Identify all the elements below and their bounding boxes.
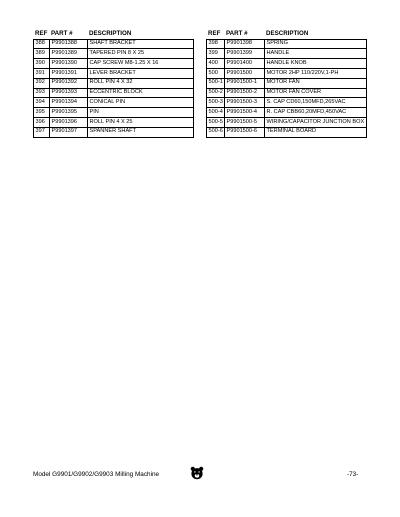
ref-cell: 500-2 xyxy=(207,88,225,98)
ref-cell: 393 xyxy=(34,88,50,98)
ref-cell: 395 xyxy=(34,108,50,118)
ref-cell: 398 xyxy=(207,39,225,49)
parts-table-left xyxy=(33,30,194,138)
description-cell: ECCENTRIC BLOCK xyxy=(88,88,194,98)
ref-cell: 500-1 xyxy=(207,78,225,88)
description-cell: CAP SCREW M8-1.25 X 16 xyxy=(88,59,194,69)
footer-model-title: Model G9901/G9902/G9903 Milling Machine xyxy=(33,471,160,478)
part-number-cell: P9901396 xyxy=(50,117,88,127)
header-ref: REF xyxy=(35,30,48,37)
header-ref: REF xyxy=(208,30,221,37)
table-row xyxy=(207,88,367,98)
description-cell: SPRING xyxy=(265,39,367,49)
part-number-cell: P9901389 xyxy=(50,49,88,59)
table-row xyxy=(207,49,367,59)
parts-table-right xyxy=(206,30,367,138)
header-part: PART # xyxy=(51,30,73,37)
table-row xyxy=(34,69,194,79)
ref-cell: 399 xyxy=(207,49,225,59)
header-part: PART # xyxy=(226,30,248,37)
description-cell: R. CAP CBB60,20MFD,450VAC xyxy=(265,108,367,118)
table-row xyxy=(34,88,194,98)
description-cell: ROLL PIN 4 X 25 xyxy=(88,117,194,127)
description-cell: MOTOR 2HP 110/220V,1-PH xyxy=(265,69,367,79)
header-description: DESCRIPTION xyxy=(266,30,309,37)
part-number-cell: P9901500 xyxy=(225,69,265,79)
part-number-cell: P9901393 xyxy=(50,88,88,98)
table-row xyxy=(207,59,367,69)
table-row xyxy=(34,127,194,137)
description-cell: ROLL PIN 4 X 32 xyxy=(88,78,194,88)
description-cell: WIRING/CAPACITOR JUNCTION BOX xyxy=(265,117,367,127)
table-row xyxy=(34,59,194,69)
description-cell: TAPERED PIN 8 X 25 xyxy=(88,49,194,59)
parts-table-left-body xyxy=(34,39,194,137)
table-row xyxy=(207,117,367,127)
table-row xyxy=(207,98,367,108)
ref-cell: 500-5 xyxy=(207,117,225,127)
table-row xyxy=(34,49,194,59)
table-row xyxy=(207,78,367,88)
part-number-cell: P9901500-6 xyxy=(225,127,265,137)
description-cell: SHAFT BRACKET xyxy=(88,39,194,49)
part-number-cell: P9901500-3 xyxy=(225,98,265,108)
description-cell: CONICAL PIN xyxy=(88,98,194,108)
footer-page-number: -73- xyxy=(347,471,359,478)
description-cell: MOTOR FAN xyxy=(265,78,367,88)
table-header-row xyxy=(34,30,194,39)
part-number-cell: P9901391 xyxy=(50,69,88,79)
part-number-cell: P9901394 xyxy=(50,98,88,108)
ref-cell: 388 xyxy=(34,39,50,49)
table-row xyxy=(34,108,194,118)
parts-table-right-body xyxy=(207,39,367,137)
table-row xyxy=(207,69,367,79)
table-row xyxy=(207,127,367,137)
ref-cell: 389 xyxy=(34,49,50,59)
grizzly-bear-logo-icon xyxy=(190,466,204,480)
description-cell: SPANNER SHAFT xyxy=(88,127,194,137)
ref-cell: 500-4 xyxy=(207,108,225,118)
part-number-cell: P9901390 xyxy=(50,59,88,69)
header-description: DESCRIPTION xyxy=(89,30,132,37)
ref-cell: 500-6 xyxy=(207,127,225,137)
ref-cell: 394 xyxy=(34,98,50,108)
description-cell: LEVER BRACKET xyxy=(88,69,194,79)
part-number-cell: P9901400 xyxy=(225,59,265,69)
description-cell: TERMINAL BOARD xyxy=(265,127,367,137)
ref-cell: 397 xyxy=(34,127,50,137)
part-number-cell: P9901392 xyxy=(50,78,88,88)
description-cell: MOTOR FAN COVER xyxy=(265,88,367,98)
ref-cell: 500-3 xyxy=(207,98,225,108)
part-number-cell: P9901398 xyxy=(225,39,265,49)
ref-cell: 390 xyxy=(34,59,50,69)
part-number-cell: P9901388 xyxy=(50,39,88,49)
ref-cell: 396 xyxy=(34,117,50,127)
part-number-cell: P9901397 xyxy=(50,127,88,137)
ref-cell: 392 xyxy=(34,78,50,88)
description-cell: HANDLE xyxy=(265,49,367,59)
ref-cell: 391 xyxy=(34,69,50,79)
part-number-cell: P9901500-4 xyxy=(225,108,265,118)
ref-cell: 400 xyxy=(207,59,225,69)
part-number-cell: P9901500-1 xyxy=(225,78,265,88)
table-row xyxy=(34,117,194,127)
part-number-cell: P9901399 xyxy=(225,49,265,59)
description-cell: S. CAP CD60,150MFD,265VAC xyxy=(265,98,367,108)
part-number-cell: P9901395 xyxy=(50,108,88,118)
table-header-row xyxy=(207,30,367,39)
description-cell: PIN xyxy=(88,108,194,118)
part-number-cell: P9901500-5 xyxy=(225,117,265,127)
table-row xyxy=(207,39,367,49)
table-row xyxy=(34,98,194,108)
table-row xyxy=(34,39,194,49)
table-row xyxy=(34,78,194,88)
ref-cell: 500 xyxy=(207,69,225,79)
description-cell: HANDLE KNOB xyxy=(265,59,367,69)
part-number-cell: P9901500-2 xyxy=(225,88,265,98)
table-row xyxy=(207,108,367,118)
